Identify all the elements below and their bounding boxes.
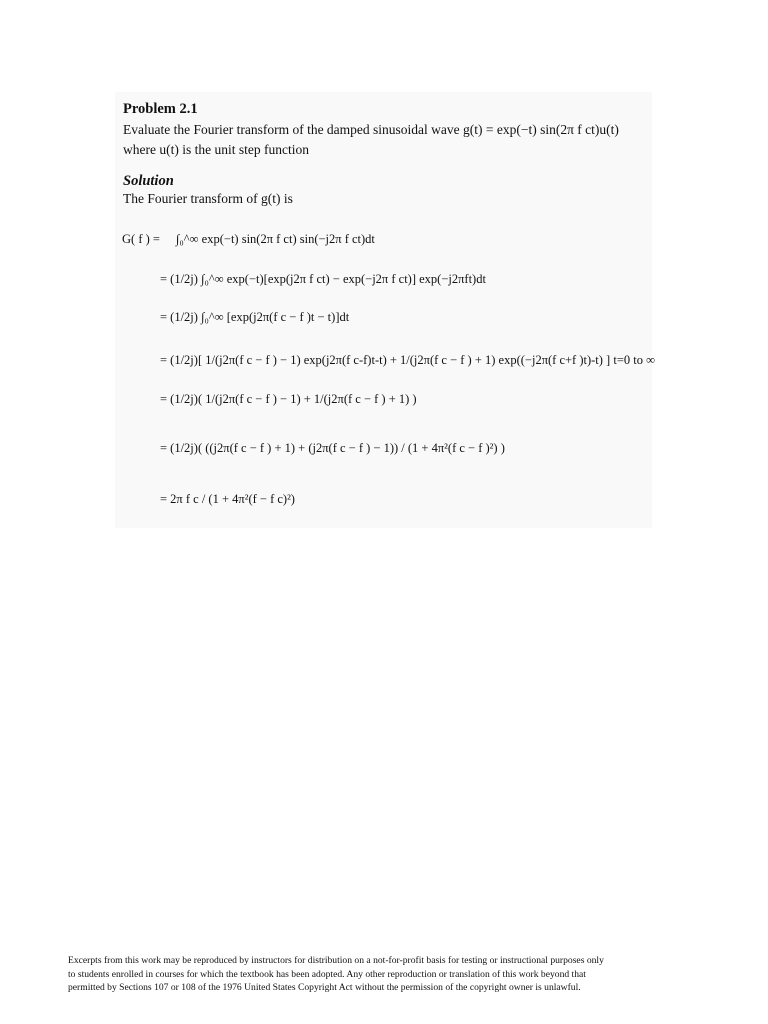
solution-title: Solution <box>123 173 174 189</box>
copyright-notice <box>68 954 708 995</box>
copyright-line-3: permitted by Sections 107 or 108 of the 1976 United States Copyright Act without the permission of the copyright owner is unlawful. <box>68 982 581 993</box>
equation-lhs: G( f ) = <box>122 232 160 246</box>
equation-step-3: = (1/2j) ∫₀^∞ [exp(j2π(f c − f )t − t)]dt <box>160 310 350 324</box>
solution-intro: The Fourier transform of g(t) is <box>123 191 293 206</box>
equation-step-1: ∫₀^∞ exp(−t) sin(2π f ct) sin(−j2π f ct)dt <box>176 232 375 246</box>
equation-step-5: = (1/2j)( 1/(j2π(f c − f ) − 1) + 1/(j2π(f c − f ) + 1) ) <box>160 392 417 406</box>
equation-step-7: = 2π f c / (1 + 4π²(f − f c)²) <box>160 492 295 506</box>
problem-statement-line1: Evaluate the Fourier transform of the damped sinusoidal wave g(t) = exp(−t) sin(2π f ct)u(t) <box>123 122 619 137</box>
equation-step-6: = (1/2j)( ((j2π(f c − f ) + 1) + (j2π(f c − f ) − 1)) / (1 + 4π²(f c − f )²) ) <box>160 441 505 455</box>
equation-step-4: = (1/2j)[ 1/(j2π(f c − f ) − 1) exp(j2π(f c-f)t-t) + 1/(j2π(f c − f ) + 1) exp((−j2π(f c+f )t)-t) ] t=0 to ∞ <box>160 353 656 367</box>
copyright-line-2: to students enrolled in courses for which the textbook has been adopted. Any other reproduction or translation of this work beyond that <box>68 968 586 980</box>
problem-title: Problem 2.1 <box>123 101 198 117</box>
copyright-line-1: Excerpts from this work may be reproduced by instructors for distribution on a not-for-profit basis for testing or instructional purposes only <box>68 955 604 966</box>
problem-statement-line2: where u(t) is the unit step function <box>123 142 309 157</box>
equation-step-2: = (1/2j) ∫₀^∞ exp(−t)[exp(j2π f ct) − exp(−j2π f ct)] exp(−j2πft)dt <box>160 272 486 286</box>
